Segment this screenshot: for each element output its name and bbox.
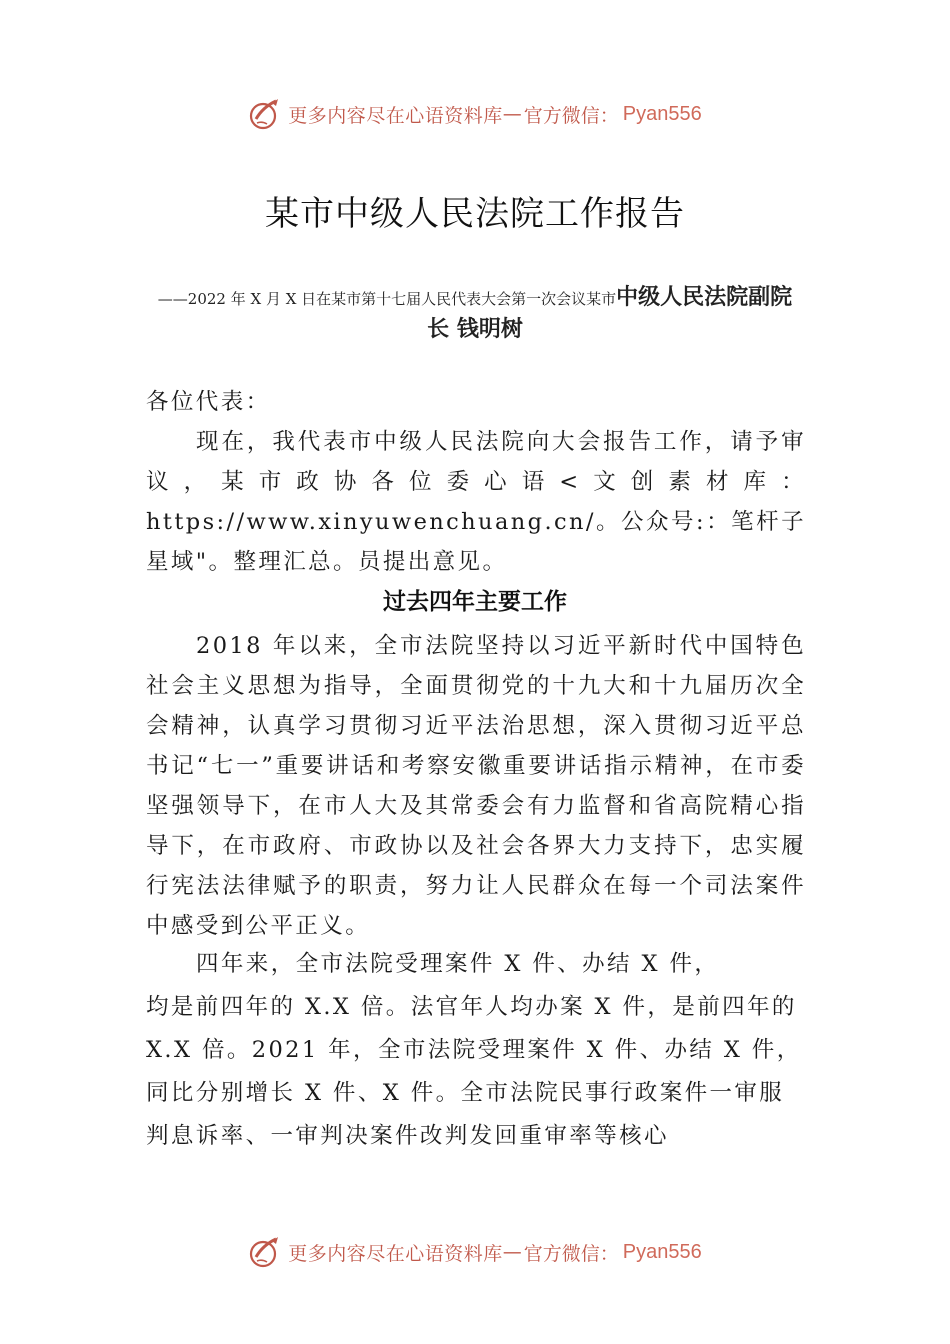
header-banner bbox=[0, 94, 950, 134]
document-subtitle bbox=[150, 282, 800, 346]
section-heading: 过去四年主要工作 bbox=[383, 589, 567, 615]
subtitle-speaker: 中级人民法院副院长 钱明树 bbox=[427, 284, 793, 342]
paragraph-statistics bbox=[146, 943, 806, 1158]
pen-ribbon-logo-icon bbox=[248, 1235, 282, 1269]
document-title: 某市中级人民法院工作报告 bbox=[265, 194, 685, 234]
banner-separator: — bbox=[502, 103, 522, 125]
footer-banner bbox=[0, 1232, 950, 1272]
banner-separator: — bbox=[502, 1241, 522, 1263]
statistics-line-rest: 均是前四年的 X.X 倍。法官年人均办案 X 件，是前四年的 X.X 倍。2021 年，全市法院受理案件 X 件、办结 X 件，同比分别增长 X 件、X 件。全市法院民事行政案件一审服判息诉率、一审判决案件改判发回重审率等核心 bbox=[146, 994, 802, 1149]
pen-ribbon-logo-icon bbox=[248, 97, 282, 131]
banner-wechat-label: 官方微信： bbox=[523, 1242, 619, 1265]
statistics-line-first: 四年来，全市法院受理案件 X 件、办结 X 件， bbox=[196, 951, 720, 977]
paragraph-intro: 现在，我代表市中级人民法院向大会报告工作，请予审议，某市政协各位委心语<文创素材库：https://www.xinyuwenchuang.cn/。公众号:：笔杆子星域"。整理汇总。员提出意见。 bbox=[146, 429, 806, 575]
banner-wechat-id: Pyan556 bbox=[622, 102, 702, 125]
banner-text: 更多内容尽在心语资料库 bbox=[288, 104, 503, 127]
banner-wechat-label: 官方微信： bbox=[523, 104, 619, 127]
banner-wechat-id: Pyan556 bbox=[622, 1240, 702, 1263]
banner-text: 更多内容尽在心语资料库 bbox=[288, 1242, 503, 1265]
paragraph-overview: 2018 年以来，全市法院坚持以习近平新时代中国特色社会主义思想为指导，全面贯彻党的十九大和十九届历次全会精神，认真学习贯彻习近平法治思想，深入贯彻习近平总书记“七一”重要讲话和考察安徽重要讲话指示精神，在市委坚强领导下，在市人大及其常委会有力监督和省高院精心指导下，在市政府、市政协以及社会各界大力支持下，忠实履行宪法法律赋予的职责，努力让人民群众在每一个司法案件中感受到公平正义。 bbox=[146, 633, 806, 939]
subtitle-prefix: ——2022 年 X 月 X 日在某市第十七届人民代表大会第一次会议某市 bbox=[157, 290, 617, 308]
salutation: 各位代表： bbox=[146, 389, 271, 415]
